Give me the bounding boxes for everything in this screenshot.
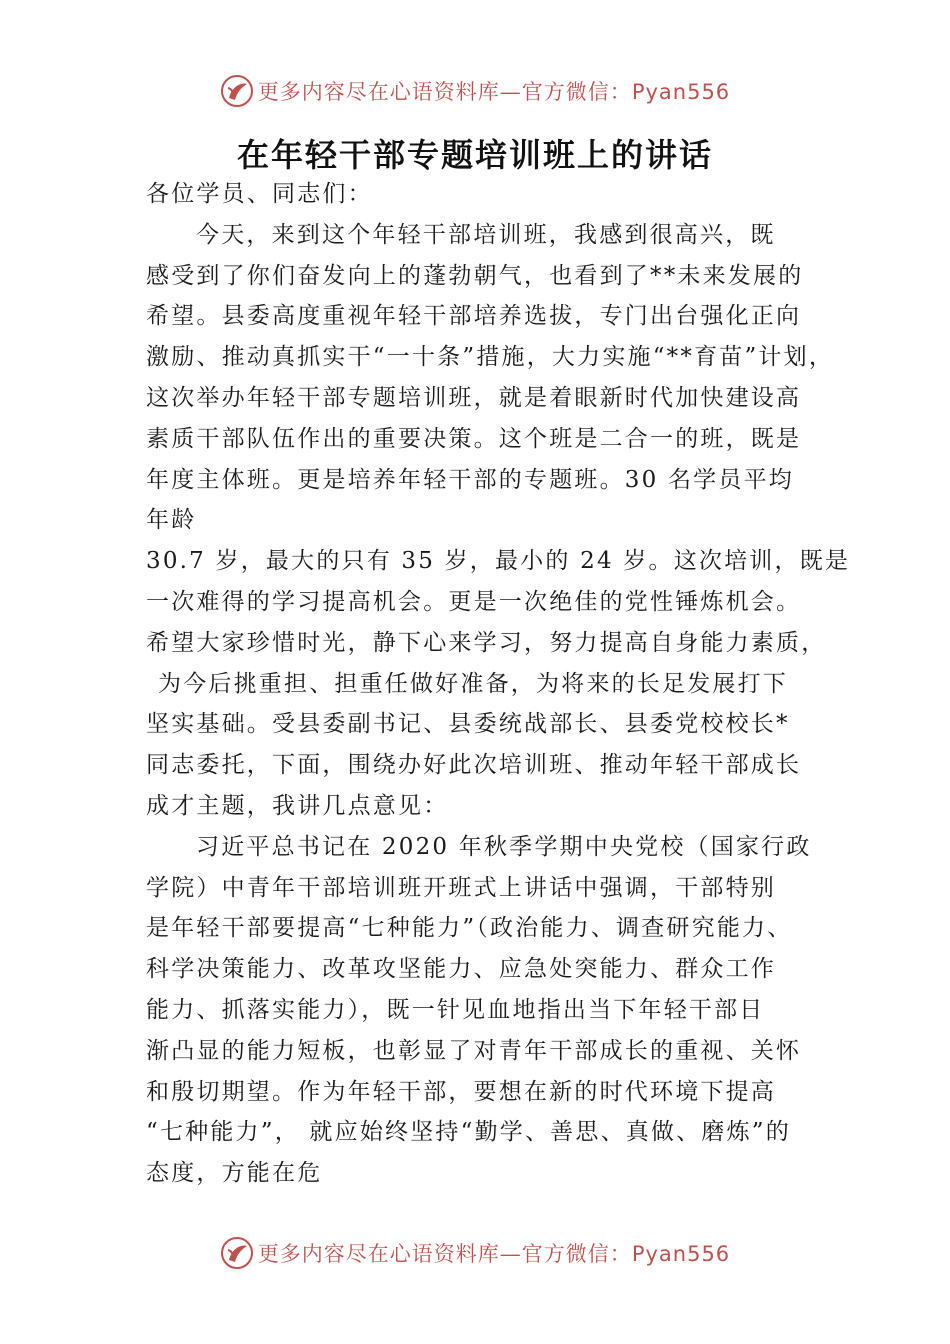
text-line: 渐凸显的能力短板，也彰显了对青年干部成长的重视、关怀 bbox=[146, 1037, 802, 1064]
lotus-logo-icon bbox=[220, 74, 254, 108]
document-body bbox=[146, 174, 851, 1194]
watermark-text: 更多内容尽在心语资料库—官方微信：Pyan556 bbox=[257, 1242, 731, 1266]
text-line: 希望大家珍惜时光，静下心来学习，努力提高自身能力素质， bbox=[146, 629, 827, 656]
header-watermark bbox=[0, 74, 950, 108]
text-line: 科学决策能力、改革攻坚能力、应急处突能力、群众工作 bbox=[146, 956, 776, 983]
text-line: 希望。县委高度重视年轻干部培养选拔，专门出台强化正向 bbox=[146, 303, 802, 330]
text-line: “七种能力”， 就应始终坚持“勤学、善思、真做、磨炼”的 bbox=[146, 1119, 791, 1146]
text-line: 素质干部队伍作出的重要决策。这个班是二合一的班，既是 bbox=[146, 425, 802, 452]
document-title: 在年轻干部专题培训班上的讲话 bbox=[236, 136, 713, 174]
watermark-text: 更多内容尽在心语资料库—官方微信：Pyan556 bbox=[257, 80, 731, 104]
text-line: 一次难得的学习提高机会。更是一次绝佳的党性锤炼机会。 bbox=[146, 588, 802, 615]
text-line: 坚实基础。受县委副书记、县委统战部长、县委党校校长* bbox=[146, 711, 790, 738]
text-line: 30.7 岁，最大的只有 35 岁，最小的 24 岁。这次培训，既是 bbox=[146, 548, 851, 575]
text-line: 是年轻干部要提高“七种能力”（政治能力、调查研究能力、 bbox=[146, 915, 793, 942]
salutation: 各位学员、同志们： bbox=[146, 181, 373, 207]
text-line: 激励、推动真抓实干“一十条”措施，大力实施“**育苗”计划， bbox=[146, 344, 835, 371]
text-line: 这次举办年轻干部专题培训班，就是着眼新时代加快建设高 bbox=[146, 384, 802, 411]
text-line: 习近平总书记在 2020 年秋季学期中央党校（国家行政 bbox=[196, 833, 812, 860]
text-line: 学院）中青年干部培训班开班式上讲话中强调，干部特别 bbox=[146, 874, 776, 901]
footer-watermark bbox=[0, 1236, 950, 1270]
text-line: 态度，方能在危 bbox=[146, 1160, 323, 1187]
text-line: 和殷切期望。作为年轻干部，要想在新的时代环境下提高 bbox=[146, 1078, 776, 1105]
text-line: 年度主体班。更是培养年轻干部的专题班。30 名学员平均 bbox=[146, 466, 794, 493]
text-line: 感受到了你们奋发向上的蓬勃朝气，也看到了**未来发展的 bbox=[146, 262, 804, 289]
text-line: 为今后挑重担、担重任做好准备，为将来的长足发展打下 bbox=[158, 670, 788, 697]
text-line: 同志委托，下面，围绕办好此次培训班、推动年轻干部成长 bbox=[146, 752, 802, 779]
text-line: 今天，来到这个年轻干部培训班，我感到很高兴，既 bbox=[196, 221, 776, 248]
text-line: 成才主题，我讲几点意见： bbox=[146, 792, 449, 819]
lotus-logo-icon bbox=[220, 1236, 254, 1270]
text-line: 能力、抓落实能力），既一针见血地指出当下年轻干部日 bbox=[146, 996, 765, 1023]
text-line: 年龄 bbox=[146, 507, 197, 534]
